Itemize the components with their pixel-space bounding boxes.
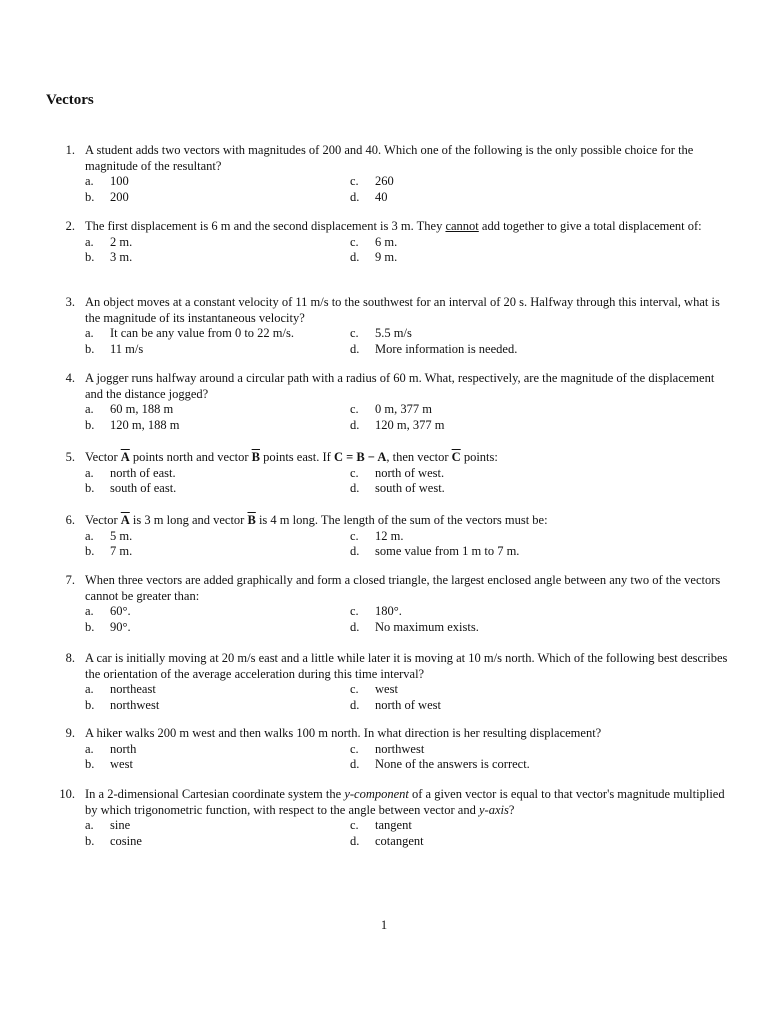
option-c: c. west [350,682,398,697]
question-number: 7. [65,573,75,587]
option-c: c. 260 [350,174,394,189]
option-c: c. northwest [350,741,425,756]
option-d: d. cotangent [350,833,424,848]
question-number: 8. [65,651,75,665]
option-a: a. 60 m, 188 m [85,402,174,417]
question-number: 6. [65,513,75,527]
option-c: c. tangent [350,818,412,833]
option-a: a. 5 m. [85,528,133,543]
question-number: 3. [65,295,75,309]
question-text: Vector $\overline{A}$ is 3 m long and vector $\overline{B}$ is 4 m long. The length of the sum of the vectors must be: [85,513,548,527]
option-b: b. 200 [85,189,129,204]
option-d: d. south of west. [350,481,445,496]
option-b: b. cosine [85,833,142,848]
option-a: a. 100 [85,174,129,189]
question-text: In a 2-dimensional Cartesian coordinate system the y-component of a given vector is equal to that vector's magnitude multiplied by which trigonometric function, with respect to the angle between vector and y-axis? [85,787,725,817]
option-b: b. 11 m/s [85,341,144,356]
option-b: b. 7 m. [85,544,133,559]
question-2 [48,219,728,266]
option-d: d. None of the answers is correct. [350,757,530,772]
option-d: d. More information is needed. [350,341,518,356]
question-3 [48,295,728,357]
option-d: d. 120 m, 377 m [350,417,445,432]
question-4 [48,371,728,433]
option-a: a. north of east. [85,465,176,480]
question-number: 4. [65,371,75,385]
question-1 [48,143,728,205]
option-c: c. 6 m. [350,234,398,249]
question-text: Vector $\overline{A}$ points north and vector $\overline{B}$ points east. If C = B − A, then vector $\overline{C}$ points: [85,450,498,464]
option-d: d. 9 m. [350,250,398,265]
question-text: A student adds two vectors with magnitudes of 200 and 40. Which one of the following is the only possible choice for the magnitude of the resultant? [85,143,694,173]
question-7 [48,573,728,635]
question-text: A hiker walks 200 m west and then walks 100 m north. In what direction is her resulting displacement? [85,726,602,740]
question-text: The first displacement is 6 m and the second displacement is 3 m. They cannot add together to give a total displacement of: [85,219,702,233]
question-5 [48,450,728,497]
question-text: When three vectors are added graphically and form a closed triangle, the largest enclosed angle between any two of the vectors cannot be greater than: [85,573,721,603]
question-number: 2. [65,219,75,233]
question-9 [48,726,728,773]
option-a: a. sine [85,818,131,833]
question-text: An object moves at a constant velocity of 11 m/s to the southwest for an interval of 20 s. Halfway through this interval, what is the magnitude of its instantaneous velocity? [85,295,720,325]
option-c: c. north of west. [350,465,445,480]
option-b: b. 3 m. [85,250,133,265]
question-number: 1. [65,143,75,157]
question-text: A car is initially moving at 20 m/s east and a little while later it is moving at 10 m/s north. Which of the following best describes the orientation of the average acceleration during this time interval? [85,651,728,681]
option-b: b. 120 m, 188 m [85,417,180,432]
question-number: 10. [59,787,75,801]
page-number: 1 [380,918,388,932]
option-d: d. 40 [350,189,388,204]
option-c: c. 180°. [350,604,402,619]
question-text: A jogger runs halfway around a circular path with a radius of 60 m. What, respectively, are the magnitude of the displacement and the distance jogged? [85,371,715,401]
question-number: 5. [65,450,75,464]
question-6 [48,513,728,560]
option-b: b. west [85,757,133,772]
question-10 [48,787,728,849]
option-b: b. northwest [85,697,160,712]
option-c: c. 12 m. [350,528,404,543]
option-d: d. some value from 1 m to 7 m. [350,544,520,559]
option-b: b. south of east. [85,481,177,496]
option-b: b. 90°. [85,619,131,634]
question-number: 9. [65,726,75,740]
option-d: d. No maximum exists. [350,619,479,634]
option-a: a. 2 m. [85,234,133,249]
option-c: c. 5.5 m/s [350,326,412,341]
page-title: Vectors [46,92,94,108]
option-a: a. northeast [85,682,156,697]
option-a: a. north [85,741,137,756]
question-8 [48,651,728,713]
option-a: a. It can be any value from 0 to 22 m/s. [85,326,294,341]
option-c: c. 0 m, 377 m [350,402,432,417]
option-d: d. north of west [350,697,441,712]
option-a: a. 60°. [85,604,131,619]
